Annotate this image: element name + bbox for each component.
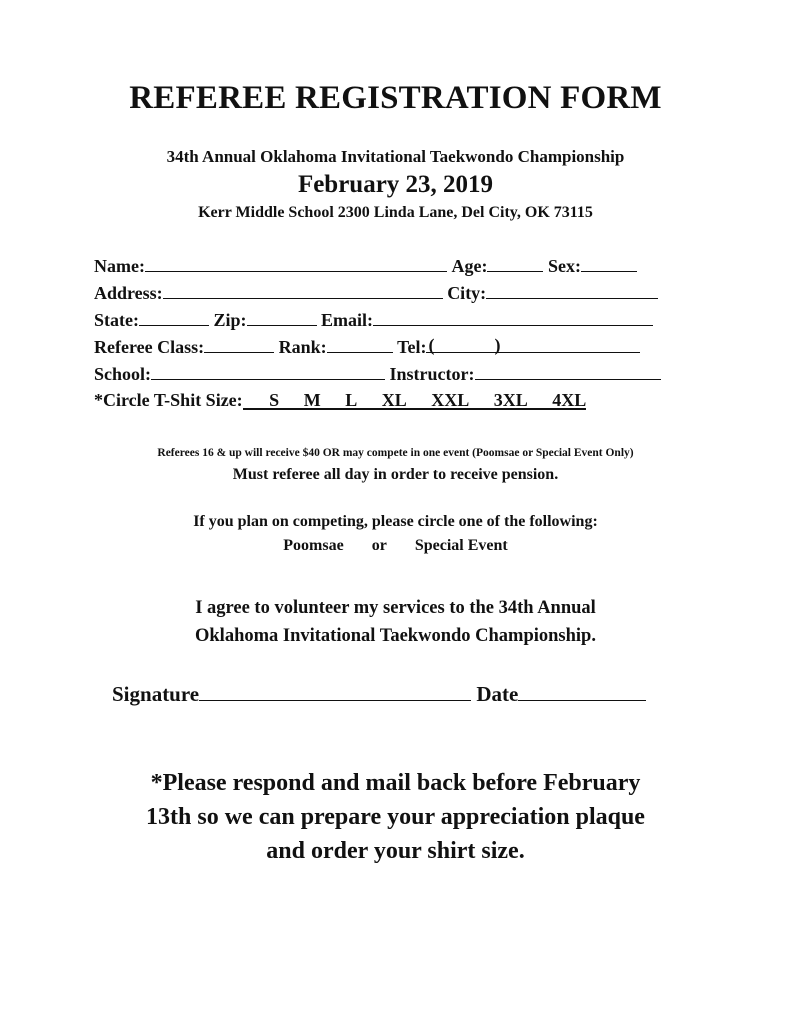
event-location: Kerr Middle School 2300 Linda Lane, Del City, OK 73115 <box>198 204 593 221</box>
footer-line-2: 13th so we can prepare your appreciation plaque <box>146 804 645 830</box>
size-xl[interactable]: XL <box>381 390 407 410</box>
size-s[interactable]: S <box>269 390 280 410</box>
footer-line-3: and order your shirt size. <box>266 838 525 864</box>
tel-label: Tel: <box>397 337 427 357</box>
zip-field[interactable] <box>247 308 317 326</box>
tel-field[interactable] <box>426 335 640 353</box>
shirt-size-options <box>243 389 587 410</box>
zip-label: Zip: <box>213 310 247 330</box>
rank-field[interactable] <box>327 335 393 353</box>
name-field[interactable] <box>145 254 447 272</box>
size-xxl[interactable]: XXL <box>431 390 470 410</box>
age-label: Age: <box>451 256 488 276</box>
competing-note: If you plan on competing, please circle one of the following: <box>193 513 598 530</box>
shirt-size-label: *Circle T-Shit Size: <box>94 390 243 410</box>
rank-label: Rank: <box>278 337 327 357</box>
state-label: State: <box>94 310 139 330</box>
signature-label: Signature <box>112 682 200 706</box>
email-label: Email: <box>321 310 373 330</box>
row-state <box>94 308 653 330</box>
address-field[interactable] <box>163 281 443 299</box>
signature-field[interactable] <box>199 680 471 701</box>
event-date: February 23, 2019 <box>297 171 494 198</box>
referee-class-label: Referee Class: <box>94 337 205 357</box>
size-3xl[interactable]: 3XL <box>493 390 528 410</box>
size-l[interactable]: L <box>345 390 358 410</box>
must-referee-note: Must referee all day in order to receive pension. <box>232 466 559 483</box>
sex-field[interactable] <box>581 254 637 272</box>
city-label: City: <box>447 283 487 303</box>
footer-line-1: *Please respond and mail back before February <box>150 770 641 796</box>
signature-row <box>112 680 646 707</box>
name-label: Name: <box>94 256 145 276</box>
size-m[interactable]: M <box>303 390 321 410</box>
date-field[interactable] <box>518 680 646 701</box>
row-referee-class <box>94 335 640 357</box>
age-field[interactable] <box>487 254 543 272</box>
tel-close-paren: ) <box>494 335 501 355</box>
size-4xl[interactable]: 4XL <box>552 390 587 410</box>
form-title: REFEREE REGISTRATION FORM <box>129 80 662 116</box>
competing-options <box>0 537 791 555</box>
sex-label: Sex: <box>547 256 581 276</box>
row-address <box>94 281 658 303</box>
tel-open-paren: ( <box>428 335 435 355</box>
agreement-line-2: Oklahoma Invitational Taekwondo Championship. <box>195 626 596 646</box>
option-or: or <box>371 537 387 554</box>
referee-class-field[interactable] <box>204 335 274 353</box>
email-field[interactable] <box>373 308 653 326</box>
date-label: Date <box>476 682 519 706</box>
agreement-line-1: I agree to volunteer my services to the 34th Annual <box>195 598 596 618</box>
row-shirt-size <box>94 389 586 411</box>
instructor-field[interactable] <box>475 362 661 380</box>
payment-note: Referees 16 & up will receive $40 OR may compete in one event (Poomsae or Special Event Only) <box>157 447 634 459</box>
row-school <box>94 362 661 384</box>
state-field[interactable] <box>139 308 209 326</box>
school-label: School: <box>94 364 152 384</box>
instructor-label: Instructor: <box>389 364 475 384</box>
school-field[interactable] <box>151 362 385 380</box>
city-field[interactable] <box>486 281 658 299</box>
address-label: Address: <box>94 283 163 303</box>
row-name <box>94 254 637 276</box>
option-special-event[interactable]: Special Event <box>414 537 508 554</box>
option-poomsae[interactable]: Poomsae <box>283 537 344 554</box>
event-name: 34th Annual Oklahoma Invitational Taekwondo Championship <box>166 147 625 166</box>
